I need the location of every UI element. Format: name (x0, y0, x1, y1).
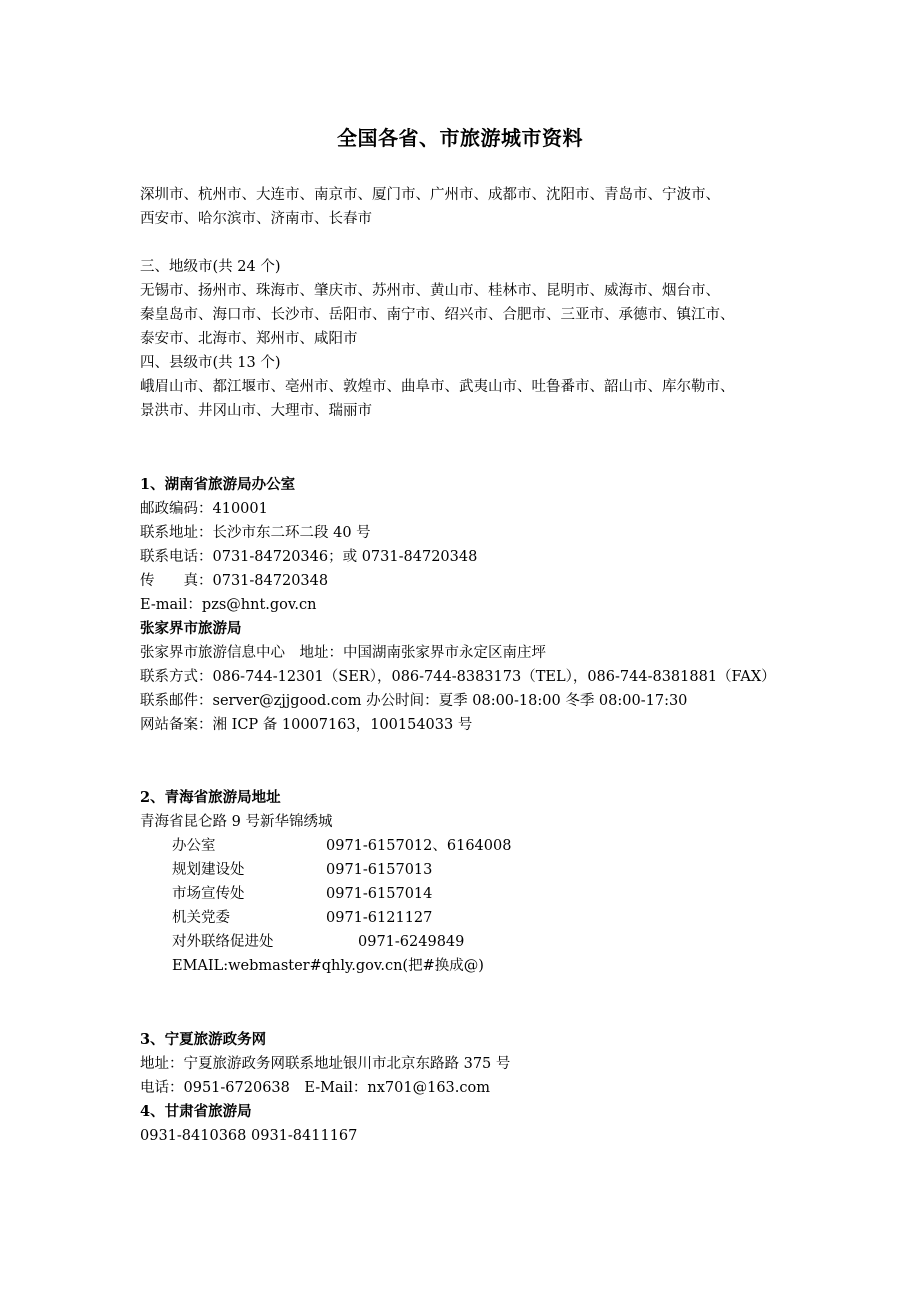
hunan-section (140, 473, 790, 737)
qinghai-office-row (140, 834, 790, 858)
spacer (140, 231, 790, 255)
hunan-address: 联系地址：长沙市东二环二段 40 号 (140, 525, 371, 541)
ningxia-phone-email: 电话：0951-6720638 E-Mail：nx701@163.com (140, 1080, 490, 1096)
office-phone: 0971-6157013 (326, 862, 433, 878)
office-phone: 0971-6157014 (326, 886, 433, 902)
office-name: 办公室 (172, 838, 216, 854)
qinghai-section (140, 786, 790, 978)
zhangjiajie-info: 张家界市旅游信息中心 地址：中国湖南张家界市永定区南庄坪 (140, 645, 546, 661)
prefecture-heading: 三、地级市(共 24 个) (140, 259, 281, 275)
prefecture-line-3: 泰安市、北海市、郑州市、咸阳市 (140, 331, 358, 347)
zhangjiajie-mail: 联系邮件：server@zjjgood.com 办公时间：夏季 08:00-18:00 冬季 08:00-17:30 (140, 693, 688, 709)
office-phone: 0971-6121127 (326, 910, 433, 926)
office-name: 规划建设处 (172, 862, 245, 878)
qinghai-office-row (140, 882, 790, 906)
cities-intro-line-1: 深圳市、杭州市、大连市、南京市、厦门市、广州市、成都市、沈阳市、青岛市、宁波市、 (140, 187, 720, 203)
hunan-fax: 传 真：0731-84720348 (140, 573, 329, 589)
hunan-email: E-mail：pzs@hnt.gov.cn (140, 597, 317, 613)
county-heading: 四、县级市(共 13 个) (140, 355, 281, 371)
gansu-heading: 4、甘肃省旅游局 (140, 1103, 252, 1120)
office-phone: 0971-6157012、6164008 (326, 838, 512, 854)
qinghai-office-row (140, 930, 790, 954)
zhangjiajie-contact: 联系方式：086-744-12301（SER），086-744-8383173（TEL），086-744-8381881（FAX） (140, 669, 776, 685)
county-line-2: 景洪市、井冈山市、大理市、瑞丽市 (140, 403, 372, 419)
ningxia-address: 地址：宁夏旅游政务网联系地址银川市北京东路路 375 号 (140, 1056, 511, 1072)
gansu-phones: 0931-8410368 0931-8411167 (140, 1128, 358, 1144)
hunan-phone: 联系电话：0731-84720346；或 0731-84720348 (140, 549, 478, 565)
zhangjiajie-icp: 网站备案：湘 ICP 备 10007163，100154033 号 (140, 717, 473, 733)
ningxia-heading: 3、宁夏旅游政务网 (140, 1031, 267, 1048)
hunan-postcode: 邮政编码：410001 (140, 501, 268, 517)
qinghai-heading: 2、青海省旅游局地址 (140, 789, 281, 806)
qinghai-office-row (140, 858, 790, 882)
county-line-1: 峨眉山市、都江堰市、亳州市、敦煌市、曲阜市、武夷山市、吐鲁番市、韶山市、库尔勒市、 (140, 379, 735, 395)
ningxia-gansu-section (140, 1028, 790, 1148)
office-name: 市场宣传处 (172, 886, 245, 902)
prefecture-line-2: 秦皇岛市、海口市、长沙市、岳阳市、南宁市、绍兴市、合肥市、三亚市、承德市、镇江市、 (140, 307, 735, 323)
city-lists-section (140, 183, 790, 423)
office-phone: 0971-6249849 (358, 934, 465, 950)
qinghai-office-row (140, 906, 790, 930)
qinghai-email: EMAIL:webmaster#qhly.gov.cn(把#换成@) (172, 958, 484, 974)
cities-intro-line-2: 西安市、哈尔滨市、济南市、长春市 (140, 211, 372, 227)
qinghai-address: 青海省昆仑路 9 号新华锦绣城 (140, 814, 333, 830)
office-name: 对外联络促进处 (172, 934, 274, 950)
office-name: 机关党委 (172, 910, 230, 926)
hunan-heading: 1、湖南省旅游局办公室 (140, 476, 296, 493)
document-title: 全国各省、市旅游城市资料 (337, 126, 583, 150)
zhangjiajie-heading: 张家界市旅游局 (140, 620, 242, 637)
prefecture-line-1: 无锡市、扬州市、珠海市、肇庆市、苏州市、黄山市、桂林市、昆明市、威海市、烟台市、 (140, 283, 720, 299)
